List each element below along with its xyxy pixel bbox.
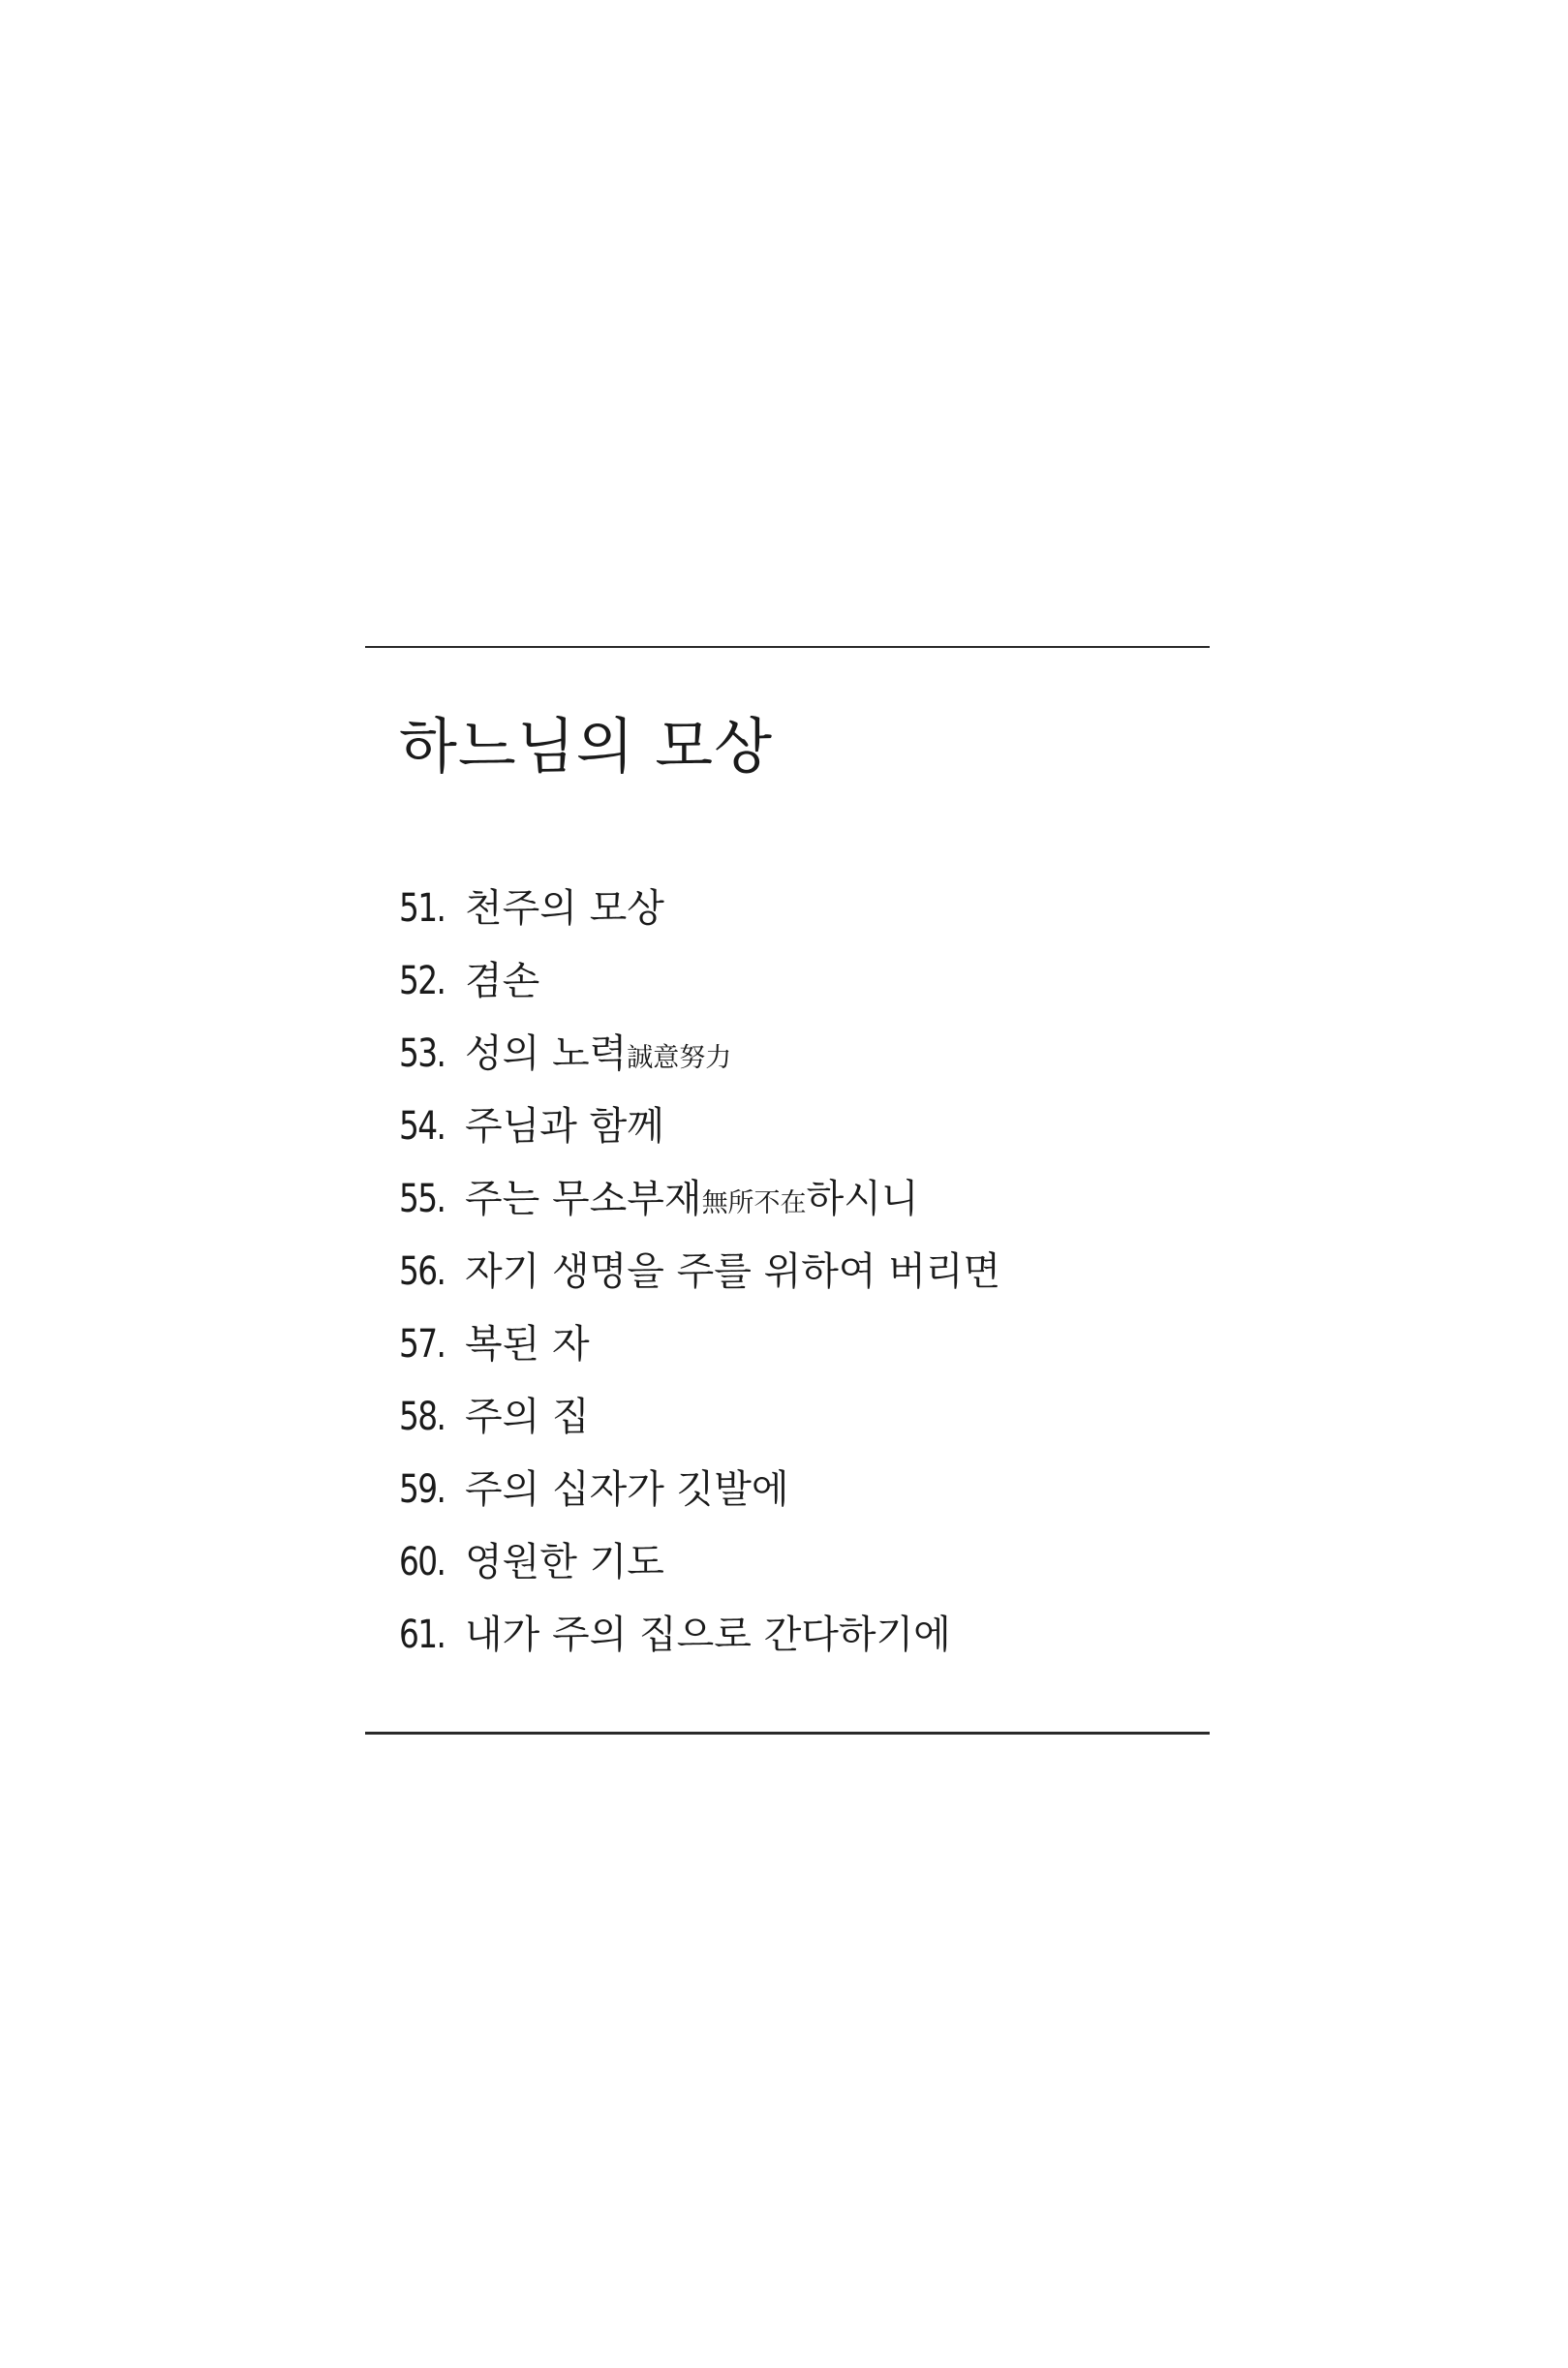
toc-item-hanja: 誠意努力 <box>627 1042 732 1073</box>
toc-item-title: 주는 무소부재無所不在하시니 <box>465 1176 919 1221</box>
toc-item-number: 57. <box>399 1321 446 1367</box>
toc-item[interactable] <box>399 872 1000 944</box>
toc-item-title: 자기 생명을 주를 위하여 버리면 <box>465 1248 1001 1294</box>
toc-item[interactable] <box>399 1525 1000 1598</box>
toc-item[interactable] <box>399 1453 1000 1525</box>
toc-item[interactable] <box>399 1307 1000 1380</box>
toc-item[interactable] <box>399 944 1000 1017</box>
toc-item-number: 54. <box>399 1103 446 1149</box>
toc-item-number: 52. <box>399 958 446 1003</box>
toc-item-number: 61. <box>399 1612 446 1657</box>
toc-item-title: 주의 집 <box>465 1394 590 1439</box>
toc-item-title: 겸손 <box>465 958 540 1003</box>
toc-item[interactable] <box>399 1090 1000 1162</box>
table-of-contents <box>399 872 1000 1671</box>
toc-item-number: 60. <box>399 1539 446 1584</box>
section-title: 하느님의 모상 <box>399 711 774 782</box>
toc-item[interactable] <box>399 1598 1000 1671</box>
top-divider <box>365 646 1210 648</box>
toc-item-title: 주의 십자가 깃발에 <box>465 1466 789 1512</box>
toc-item-title: 성의 노력誠意努力 <box>465 1030 732 1076</box>
toc-item-number: 55. <box>399 1176 446 1221</box>
toc-item[interactable] <box>399 1235 1000 1307</box>
toc-item-number: 53. <box>399 1030 446 1076</box>
toc-item-title: 내가 주의 집으로 간다하기에 <box>465 1612 951 1657</box>
toc-item-title: 영원한 기도 <box>465 1539 664 1584</box>
toc-item-title: 주님과 함께 <box>465 1103 664 1149</box>
toc-item[interactable] <box>399 1162 1000 1235</box>
toc-item-number: 59. <box>399 1466 446 1512</box>
toc-item[interactable] <box>399 1380 1000 1453</box>
toc-item-number: 51. <box>399 885 446 931</box>
toc-item-title: 복된 자 <box>465 1321 590 1367</box>
bottom-divider <box>365 1732 1210 1735</box>
toc-item-number: 56. <box>399 1248 446 1294</box>
toc-item-number: 58. <box>399 1394 446 1439</box>
toc-item-hanja: 無所不在 <box>701 1187 807 1218</box>
toc-item[interactable] <box>399 1017 1000 1090</box>
toc-item-title: 천주의 모상 <box>465 885 664 931</box>
